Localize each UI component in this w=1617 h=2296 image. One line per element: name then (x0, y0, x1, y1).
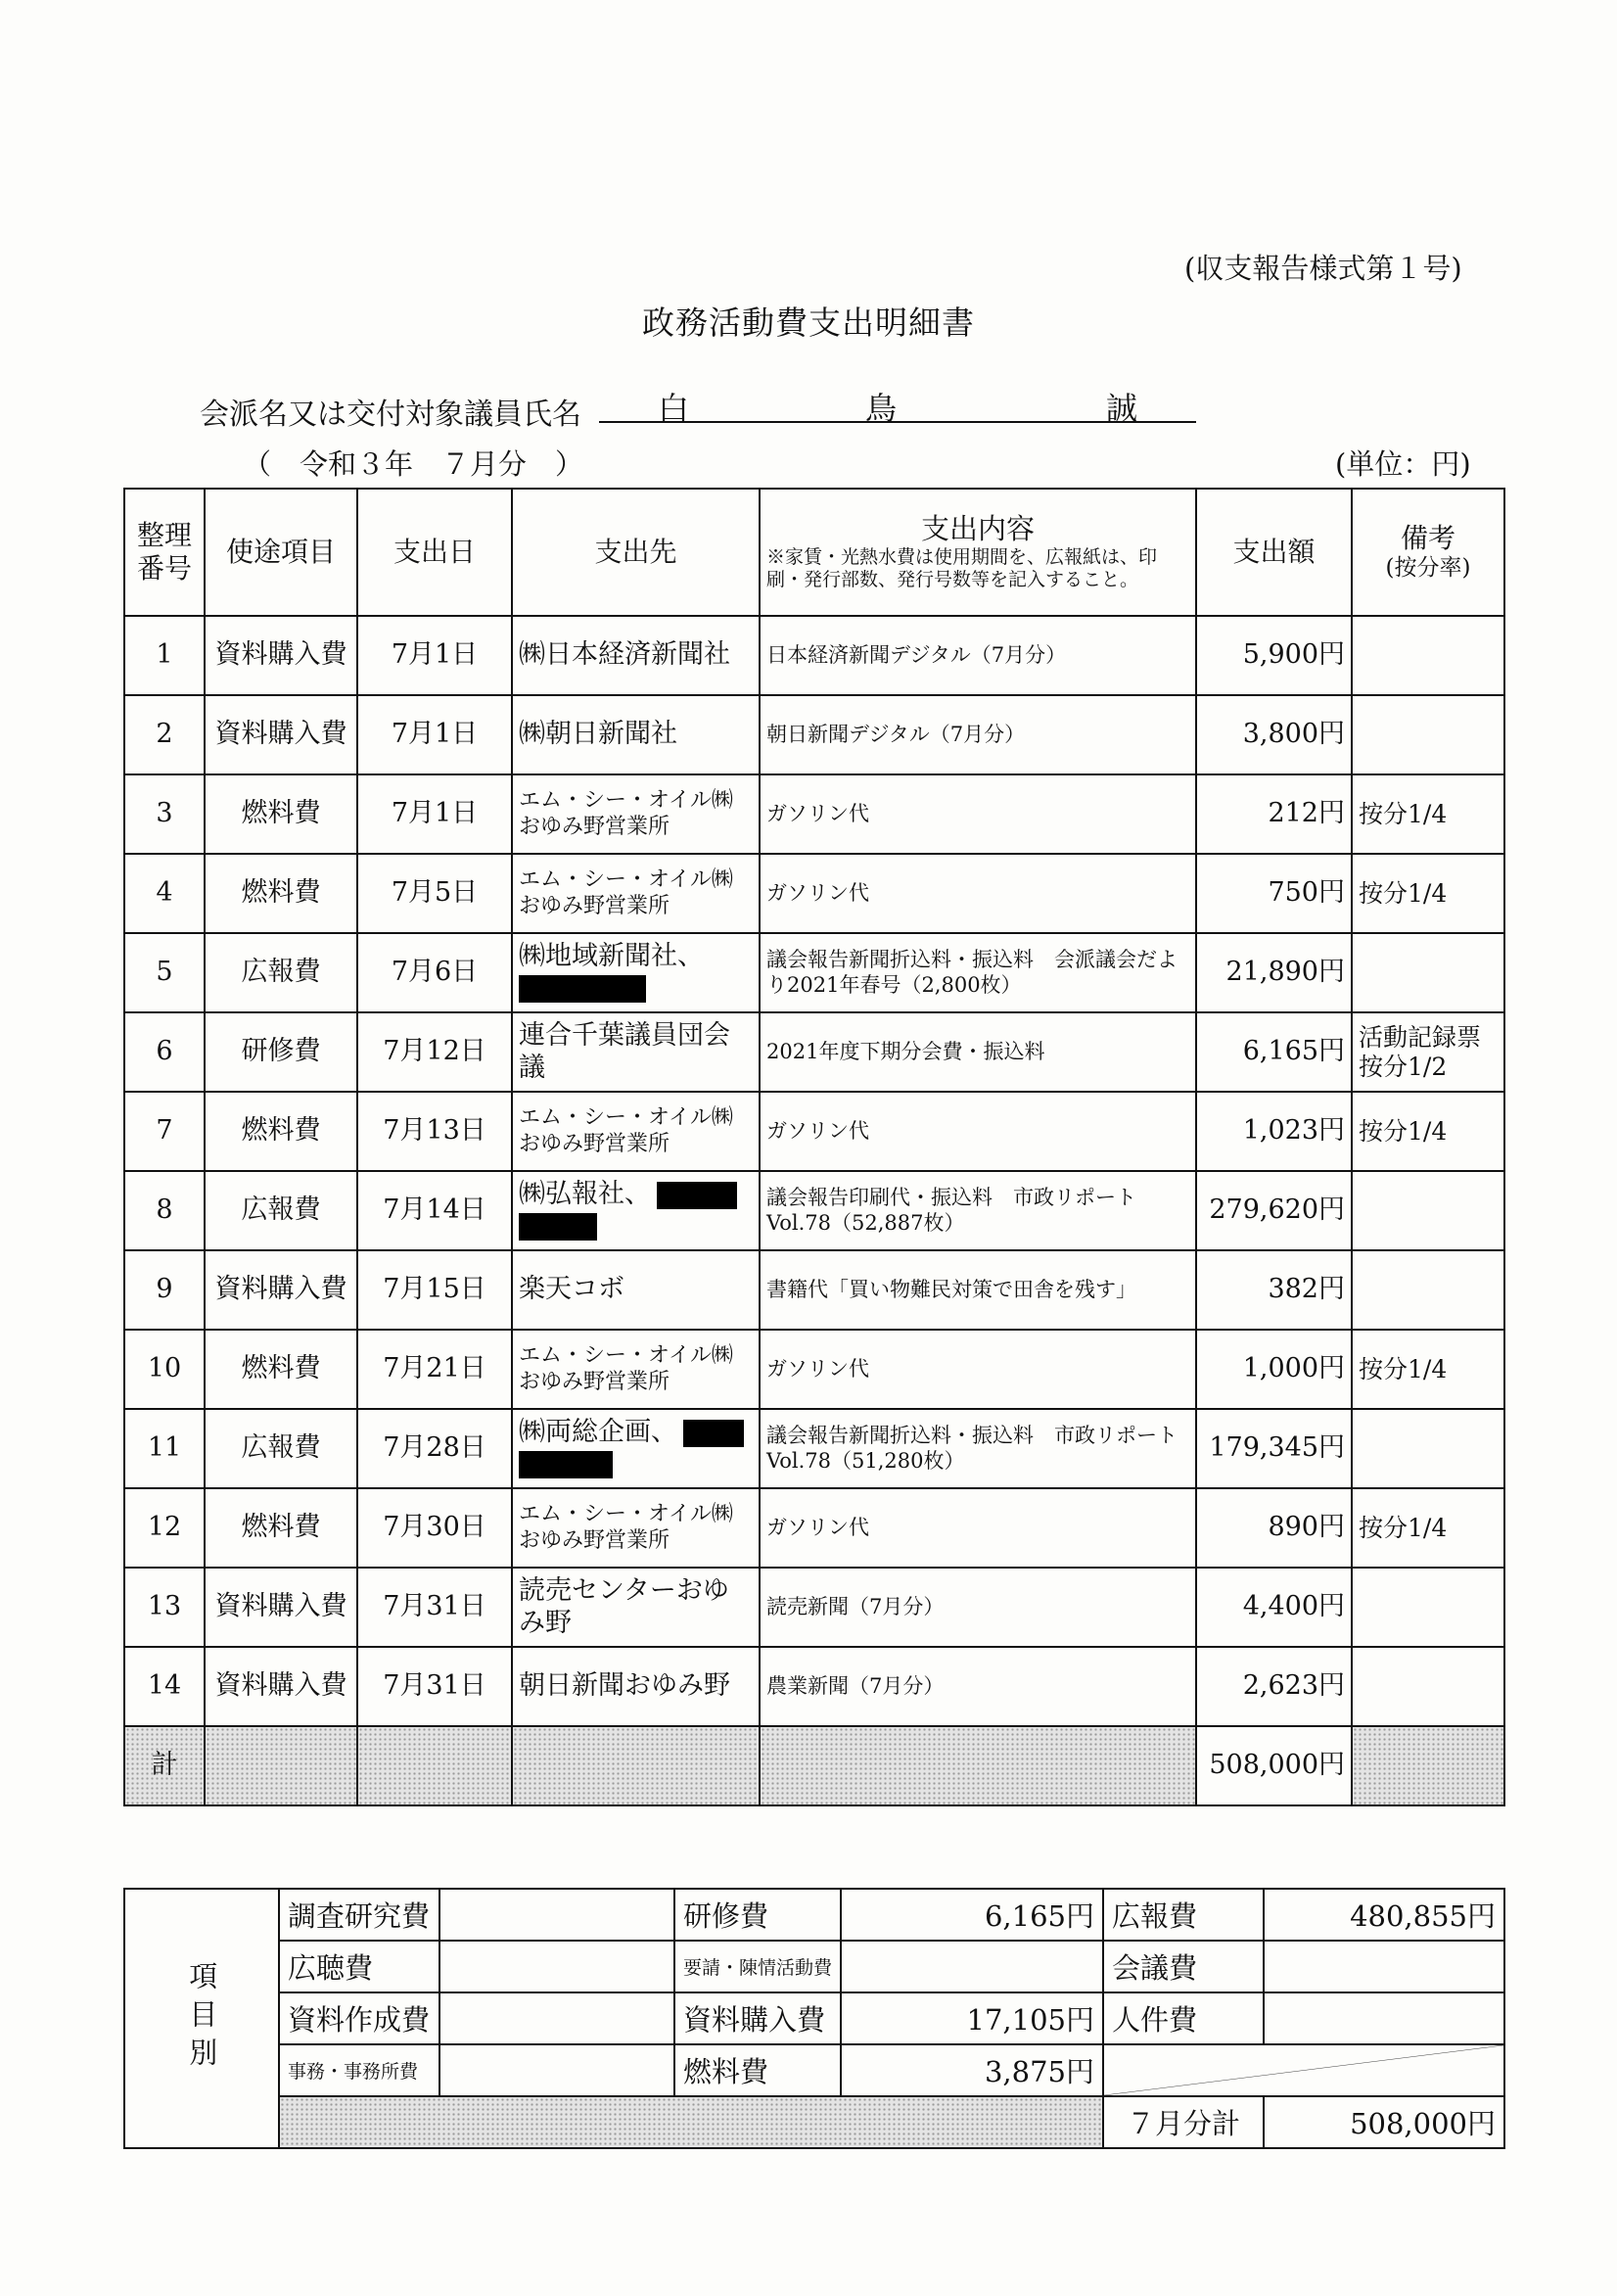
row-note (1352, 616, 1504, 695)
header-date: 支出日 (357, 489, 512, 616)
row-content: ガソリン代 (760, 854, 1196, 933)
row-purpose: 資料購入費 (205, 1647, 357, 1726)
row-amount: 179,345円 (1196, 1409, 1352, 1488)
row-payee (512, 1409, 760, 1488)
row-content: 朝日新聞デジタル（7月分） (760, 695, 1196, 774)
redaction-block (683, 1420, 744, 1447)
row-no: 11 (124, 1409, 205, 1488)
shaded-cell (357, 1726, 512, 1805)
table-row (124, 933, 1504, 1012)
row-amount: 382円 (1196, 1250, 1352, 1330)
row-amount: 1,000円 (1196, 1330, 1352, 1409)
row-purpose: 資料購入費 (205, 1250, 357, 1330)
row-note (1352, 1409, 1504, 1488)
row-amount: 4,400円 (1196, 1568, 1352, 1647)
row-date: 7月28日 (357, 1409, 512, 1488)
row-purpose: 燃料費 (205, 1092, 357, 1171)
summary-category-label: 広聴費 (279, 1941, 439, 1992)
header-purpose: 使途項目 (205, 489, 357, 616)
row-amount: 212円 (1196, 774, 1352, 854)
row-purpose: 研修費 (205, 1012, 357, 1092)
summary-category-label: 会議費 (1103, 1941, 1264, 1992)
row-purpose: 燃料費 (205, 774, 357, 854)
row-content: ガソリン代 (760, 1330, 1196, 1409)
header-content (760, 489, 1196, 616)
summary-row (124, 1941, 1504, 1992)
summary-category-value (439, 1992, 674, 2044)
row-amount: 3,800円 (1196, 695, 1352, 774)
row-purpose: 資料購入費 (205, 616, 357, 695)
row-content: 書籍代「買い物難民対策で田舎を残す」 (760, 1250, 1196, 1330)
shaded-cell (279, 2096, 1103, 2148)
row-date: 7月12日 (357, 1012, 512, 1092)
summary-category-label: 資料作成費 (279, 1992, 439, 2044)
row-date: 7月30日 (357, 1488, 512, 1568)
table-row (124, 1568, 1504, 1647)
redaction-block (519, 1451, 613, 1478)
summary-category-value (1264, 1941, 1504, 1992)
month-total-label: ７月分計 (1103, 2096, 1264, 2148)
row-amount: 890円 (1196, 1488, 1352, 1568)
row-content: 議会報告印刷代・振込料 市政リポートVol.78（52,887枚） (760, 1171, 1196, 1250)
row-purpose: 広報費 (205, 1409, 357, 1488)
total-row (124, 1726, 1504, 1805)
summary-category-label: 人件費 (1103, 1992, 1264, 2044)
row-payee: エム・シー・オイル㈱おゆみ野営業所 (512, 774, 760, 854)
row-no: 14 (124, 1647, 205, 1726)
row-amount: 1,023円 (1196, 1092, 1352, 1171)
row-amount: 750円 (1196, 854, 1352, 933)
table-row (124, 1092, 1504, 1171)
header-note-sub: (按分率) (1385, 555, 1471, 581)
summary-category-value: 480,855円 (1264, 1889, 1504, 1941)
row-content: 議会報告新聞折込料・振込料 会派議会だより2021年春号（2,800枚） (760, 933, 1196, 1012)
expense-table (123, 488, 1505, 1806)
header-content-note: ※家賃・光熱水費は使用期間を、広報紙は、印刷・発行部数、発行号数等を記入すること。 (766, 545, 1158, 591)
summary-category-value: 6,165円 (841, 1889, 1103, 1941)
row-amount: 5,900円 (1196, 616, 1352, 695)
row-note (1352, 1568, 1504, 1647)
row-amount: 2,623円 (1196, 1647, 1352, 1726)
row-date: 7月6日 (357, 933, 512, 1012)
row-note: 按分1/4 (1352, 854, 1504, 933)
table-row (124, 1171, 1504, 1250)
row-no: 4 (124, 854, 205, 933)
row-note (1352, 695, 1504, 774)
row-purpose: 燃料費 (205, 1330, 357, 1409)
row-content: 読売新聞（7月分） (760, 1568, 1196, 1647)
summary-row (124, 1992, 1504, 2044)
table-row (124, 1647, 1504, 1726)
row-date: 7月14日 (357, 1171, 512, 1250)
unit-label: (単位：円) (1335, 447, 1471, 481)
row-payee-text: ㈱地域新聞社、 (519, 941, 704, 972)
header-amount: 支出額 (1196, 489, 1352, 616)
row-date: 7月13日 (357, 1092, 512, 1171)
row-no: 12 (124, 1488, 205, 1568)
header-no: 整理番号 (124, 489, 205, 616)
table-row (124, 1330, 1504, 1409)
row-no: 13 (124, 1568, 205, 1647)
row-payee: ㈱日本経済新聞社 (512, 616, 760, 695)
row-payee: エム・シー・オイル㈱おゆみ野営業所 (512, 1488, 760, 1568)
row-content: ガソリン代 (760, 1092, 1196, 1171)
row-date: 7月5日 (357, 854, 512, 933)
diagonal-line (1104, 2045, 1503, 2095)
redaction-block (519, 975, 646, 1003)
row-no: 10 (124, 1330, 205, 1409)
row-date: 7月15日 (357, 1250, 512, 1330)
row-purpose: 資料購入費 (205, 1568, 357, 1647)
redaction-block (519, 1213, 597, 1241)
row-payee: 朝日新聞おゆみ野 (512, 1647, 760, 1726)
total-amount: 508,000円 (1196, 1726, 1352, 1805)
redaction-block (657, 1182, 737, 1209)
row-amount: 6,165円 (1196, 1012, 1352, 1092)
row-content: 農業新聞（7月分） (760, 1647, 1196, 1726)
row-no: 1 (124, 616, 205, 695)
summary-category-label: 燃料費 (674, 2044, 841, 2096)
row-purpose: 広報費 (205, 933, 357, 1012)
row-content: 2021年度下期分会費・振込料 (760, 1012, 1196, 1092)
row-purpose: 資料購入費 (205, 695, 357, 774)
header-note (1352, 489, 1504, 616)
table-row (124, 854, 1504, 933)
row-note: 按分1/4 (1352, 1488, 1504, 1568)
row-payee-text: ㈱両総企画、 (519, 1417, 677, 1448)
summary-category-label: 研修費 (674, 1889, 841, 1941)
category-summary-table (123, 1888, 1505, 2149)
row-payee (512, 933, 760, 1012)
row-note: 按分1/4 (1352, 774, 1504, 854)
row-content: 議会報告新聞折込料・振込料 市政リポートVol.78（51,280枚） (760, 1409, 1196, 1488)
row-note: 按分1/4 (1352, 1092, 1504, 1171)
row-no: 8 (124, 1171, 205, 1250)
row-no: 3 (124, 774, 205, 854)
row-payee: エム・シー・オイル㈱おゆみ野営業所 (512, 1092, 760, 1171)
row-note: 按分1/4 (1352, 1330, 1504, 1409)
table-header-row (124, 489, 1504, 616)
summary-category-value (1264, 1992, 1504, 2044)
total-label: 計 (124, 1726, 205, 1805)
row-date: 7月1日 (357, 616, 512, 695)
table-row (124, 616, 1504, 695)
month-total-value: 508,000円 (1264, 2096, 1504, 2148)
row-purpose: 広報費 (205, 1171, 357, 1250)
summary-category-value (841, 1941, 1103, 1992)
row-no: 5 (124, 933, 205, 1012)
row-payee: 連合千葉議員団会議 (512, 1012, 760, 1092)
table-row (124, 1250, 1504, 1330)
shaded-cell (760, 1726, 1196, 1805)
summary-row (124, 1889, 1504, 1941)
summary-category-label: 広報費 (1103, 1889, 1264, 1941)
summary-total-row (124, 2096, 1504, 2148)
member-name-char-2: 鳥 (865, 390, 898, 427)
row-note: 活動記録票按分1/2 (1352, 1012, 1504, 1092)
row-no: 2 (124, 695, 205, 774)
row-content: ガソリン代 (760, 774, 1196, 854)
summary-side-label: 項目別 (124, 1889, 279, 2148)
row-date: 7月1日 (357, 695, 512, 774)
row-date: 7月31日 (357, 1647, 512, 1726)
header-note-title: 備考 (1400, 522, 1455, 555)
row-note (1352, 1647, 1504, 1726)
name-label: 会派名又は交付対象議員氏名 (200, 398, 581, 432)
period-label: （ 令和３年 ７月分 ） (243, 447, 584, 481)
row-payee: 楽天コボ (512, 1250, 760, 1330)
summary-category-value: 3,875円 (841, 2044, 1103, 2096)
summary-category-value (439, 1889, 674, 1941)
row-no: 6 (124, 1012, 205, 1092)
member-name-char-3: 誠 (1106, 390, 1138, 427)
row-payee: ㈱朝日新聞社 (512, 695, 760, 774)
row-payee: 読売センターおゆみ野 (512, 1568, 760, 1647)
shaded-cell (205, 1726, 357, 1805)
summary-category-value (439, 2044, 674, 2096)
table-row (124, 1012, 1504, 1092)
row-content: 日本経済新聞デジタル（7月分） (760, 616, 1196, 695)
diagonal-empty-cell (1103, 2044, 1504, 2096)
row-purpose: 燃料費 (205, 1488, 357, 1568)
row-date: 7月1日 (357, 774, 512, 854)
row-note (1352, 1171, 1504, 1250)
row-payee: エム・シー・オイル㈱おゆみ野営業所 (512, 854, 760, 933)
summary-category-label: 調査研究費 (279, 1889, 439, 1941)
row-date: 7月31日 (357, 1568, 512, 1647)
row-amount: 279,620円 (1196, 1171, 1352, 1250)
summary-category-value: 17,105円 (841, 1992, 1103, 2044)
header-payee: 支出先 (512, 489, 760, 616)
table-row (124, 695, 1504, 774)
table-row (124, 1409, 1504, 1488)
shaded-cell (512, 1726, 760, 1805)
table-row (124, 1488, 1504, 1568)
row-content: ガソリン代 (760, 1488, 1196, 1568)
shaded-cell (1352, 1726, 1504, 1805)
summary-category-label: 資料購入費 (674, 1992, 841, 2044)
row-note (1352, 1250, 1504, 1330)
member-name-char-1: 白 (658, 390, 690, 427)
row-no: 9 (124, 1250, 205, 1330)
summary-row (124, 2044, 1504, 2096)
row-date: 7月21日 (357, 1330, 512, 1409)
row-payee: エム・シー・オイル㈱おゆみ野営業所 (512, 1330, 760, 1409)
summary-category-label: 要請・陳情活動費 (674, 1941, 841, 1992)
document-title: 政務活動費支出明細書 (642, 304, 975, 342)
header-content-title: 支出内容 (920, 511, 1035, 545)
form-number: (収支報告様式第１号) (1184, 252, 1462, 285)
row-purpose: 燃料費 (205, 854, 357, 933)
row-note (1352, 933, 1504, 1012)
row-amount: 21,890円 (1196, 933, 1352, 1012)
row-payee-text: ㈱弘報社、 (519, 1179, 651, 1210)
summary-category-value (439, 1941, 674, 1992)
table-row (124, 774, 1504, 854)
row-payee (512, 1171, 760, 1250)
row-no: 7 (124, 1092, 205, 1171)
summary-category-label: 事務・事務所費 (279, 2044, 439, 2096)
